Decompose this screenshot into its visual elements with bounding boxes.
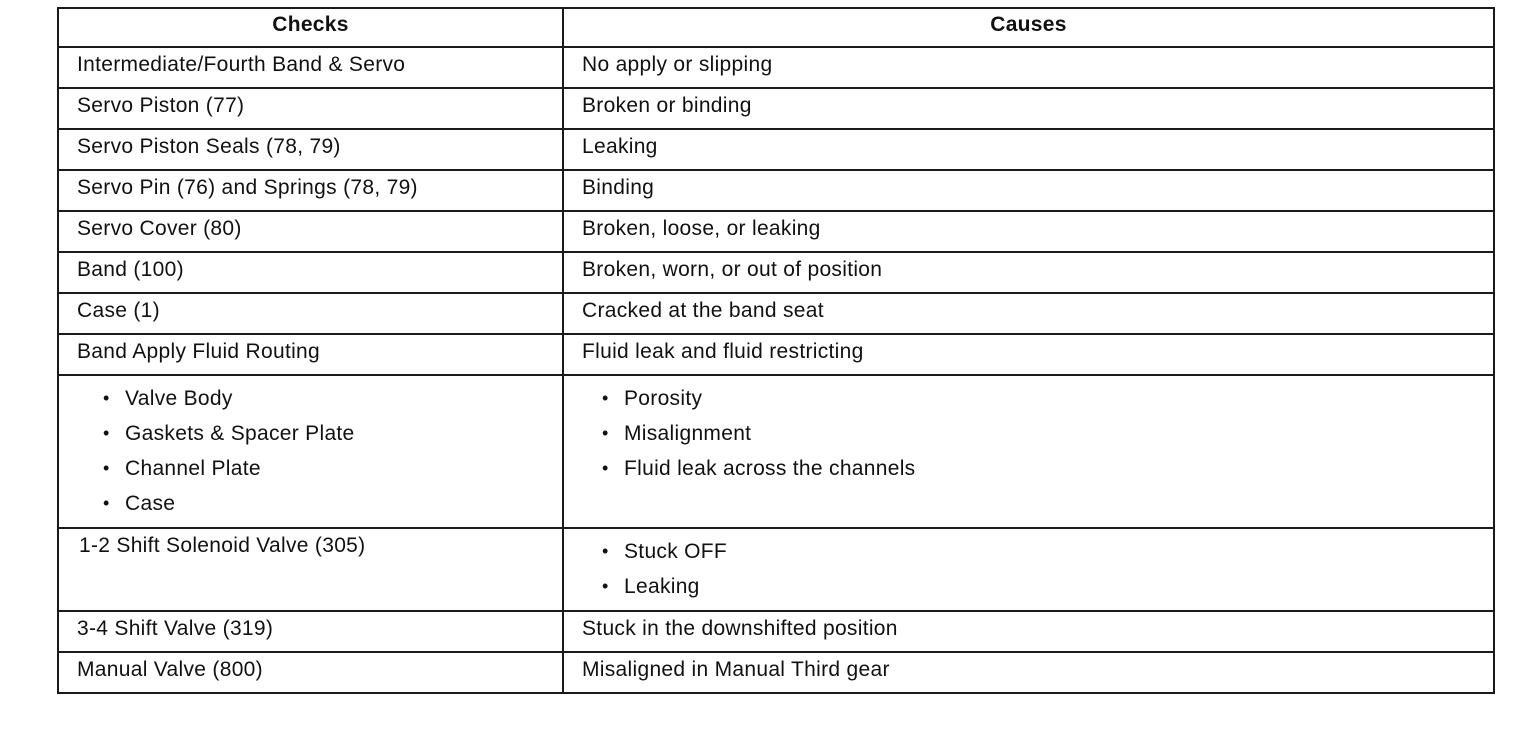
bullet-icon: •: [602, 458, 609, 478]
bullet-icon: •: [602, 423, 609, 443]
table-row: [58, 47, 1494, 88]
checks-header: Checks: [58, 8, 563, 47]
bullet-icon: •: [103, 458, 110, 478]
table-row-solenoid: [58, 528, 1494, 611]
cause-cell: Leaking: [563, 129, 1494, 170]
list-item: [602, 416, 1483, 451]
check-cell: [58, 375, 563, 528]
diagnostic-table-container: [57, 7, 1493, 694]
table-row: [58, 211, 1494, 252]
cause-cell: Broken or binding: [563, 88, 1494, 129]
causes-bullet-list: [576, 534, 1483, 604]
bullet-icon: •: [103, 423, 110, 443]
check-cell: Band Apply Fluid Routing: [58, 334, 563, 375]
list-item-text: Porosity: [624, 387, 703, 410]
cause-cell: Binding: [563, 170, 1494, 211]
cause-cell: [563, 375, 1494, 528]
check-cell: 1-2 Shift Solenoid Valve (305): [58, 528, 563, 611]
list-item: [602, 534, 1483, 569]
bullet-icon: •: [602, 576, 609, 596]
cause-cell: Broken, worn, or out of position: [563, 252, 1494, 293]
check-cell: Band (100): [58, 252, 563, 293]
list-item-text: Fluid leak across the channels: [624, 457, 916, 480]
list-item: [602, 569, 1483, 604]
check-cell: 3-4 Shift Valve (319): [58, 611, 563, 652]
table-row: [58, 652, 1494, 693]
cause-cell: [563, 528, 1494, 611]
list-item: [602, 451, 1483, 486]
cause-cell: Stuck in the downshifted position: [563, 611, 1494, 652]
check-cell: Servo Pin (76) and Springs (78, 79): [58, 170, 563, 211]
bullet-icon: •: [103, 493, 110, 513]
table-row-bullets: [58, 375, 1494, 528]
cause-cell: Fluid leak and fluid restricting: [563, 334, 1494, 375]
list-item-text: Misalignment: [624, 422, 752, 445]
list-item-text: Leaking: [624, 575, 700, 598]
table-row: [58, 334, 1494, 375]
check-cell: Case (1): [58, 293, 563, 334]
bullet-icon: •: [602, 388, 609, 408]
list-item: [103, 486, 552, 521]
cause-cell: Broken, loose, or leaking: [563, 211, 1494, 252]
table-row: [58, 611, 1494, 652]
list-item-text: Gaskets & Spacer Plate: [125, 422, 355, 445]
cause-cell: Cracked at the band seat: [563, 293, 1494, 334]
header-row: [58, 8, 1494, 47]
table-row: [58, 88, 1494, 129]
check-cell: Manual Valve (800): [58, 652, 563, 693]
table-row: [58, 293, 1494, 334]
check-cell: Servo Piston (77): [58, 88, 563, 129]
causes-bullet-list: [576, 381, 1483, 486]
check-cell: Intermediate/Fourth Band & Servo: [58, 47, 563, 88]
table-row: [58, 170, 1494, 211]
checks-causes-table: [57, 7, 1495, 694]
list-item-text: Stuck OFF: [624, 540, 728, 563]
cause-cell: No apply or slipping: [563, 47, 1494, 88]
list-item: [103, 416, 552, 451]
table-row: [58, 129, 1494, 170]
check-cell: Servo Piston Seals (78, 79): [58, 129, 563, 170]
causes-header: Causes: [563, 8, 1494, 47]
bullet-icon: •: [103, 388, 110, 408]
list-item-text: Channel Plate: [125, 457, 261, 480]
list-item: [602, 381, 1483, 416]
checks-bullet-list: [77, 381, 552, 521]
bullet-icon: •: [602, 541, 609, 561]
list-item-text: Case: [125, 492, 176, 515]
list-item: [103, 451, 552, 486]
cause-cell: Misaligned in Manual Third gear: [563, 652, 1494, 693]
check-cell: Servo Cover (80): [58, 211, 563, 252]
list-item: [103, 381, 552, 416]
table-row: [58, 252, 1494, 293]
list-item-text: Valve Body: [125, 387, 233, 410]
